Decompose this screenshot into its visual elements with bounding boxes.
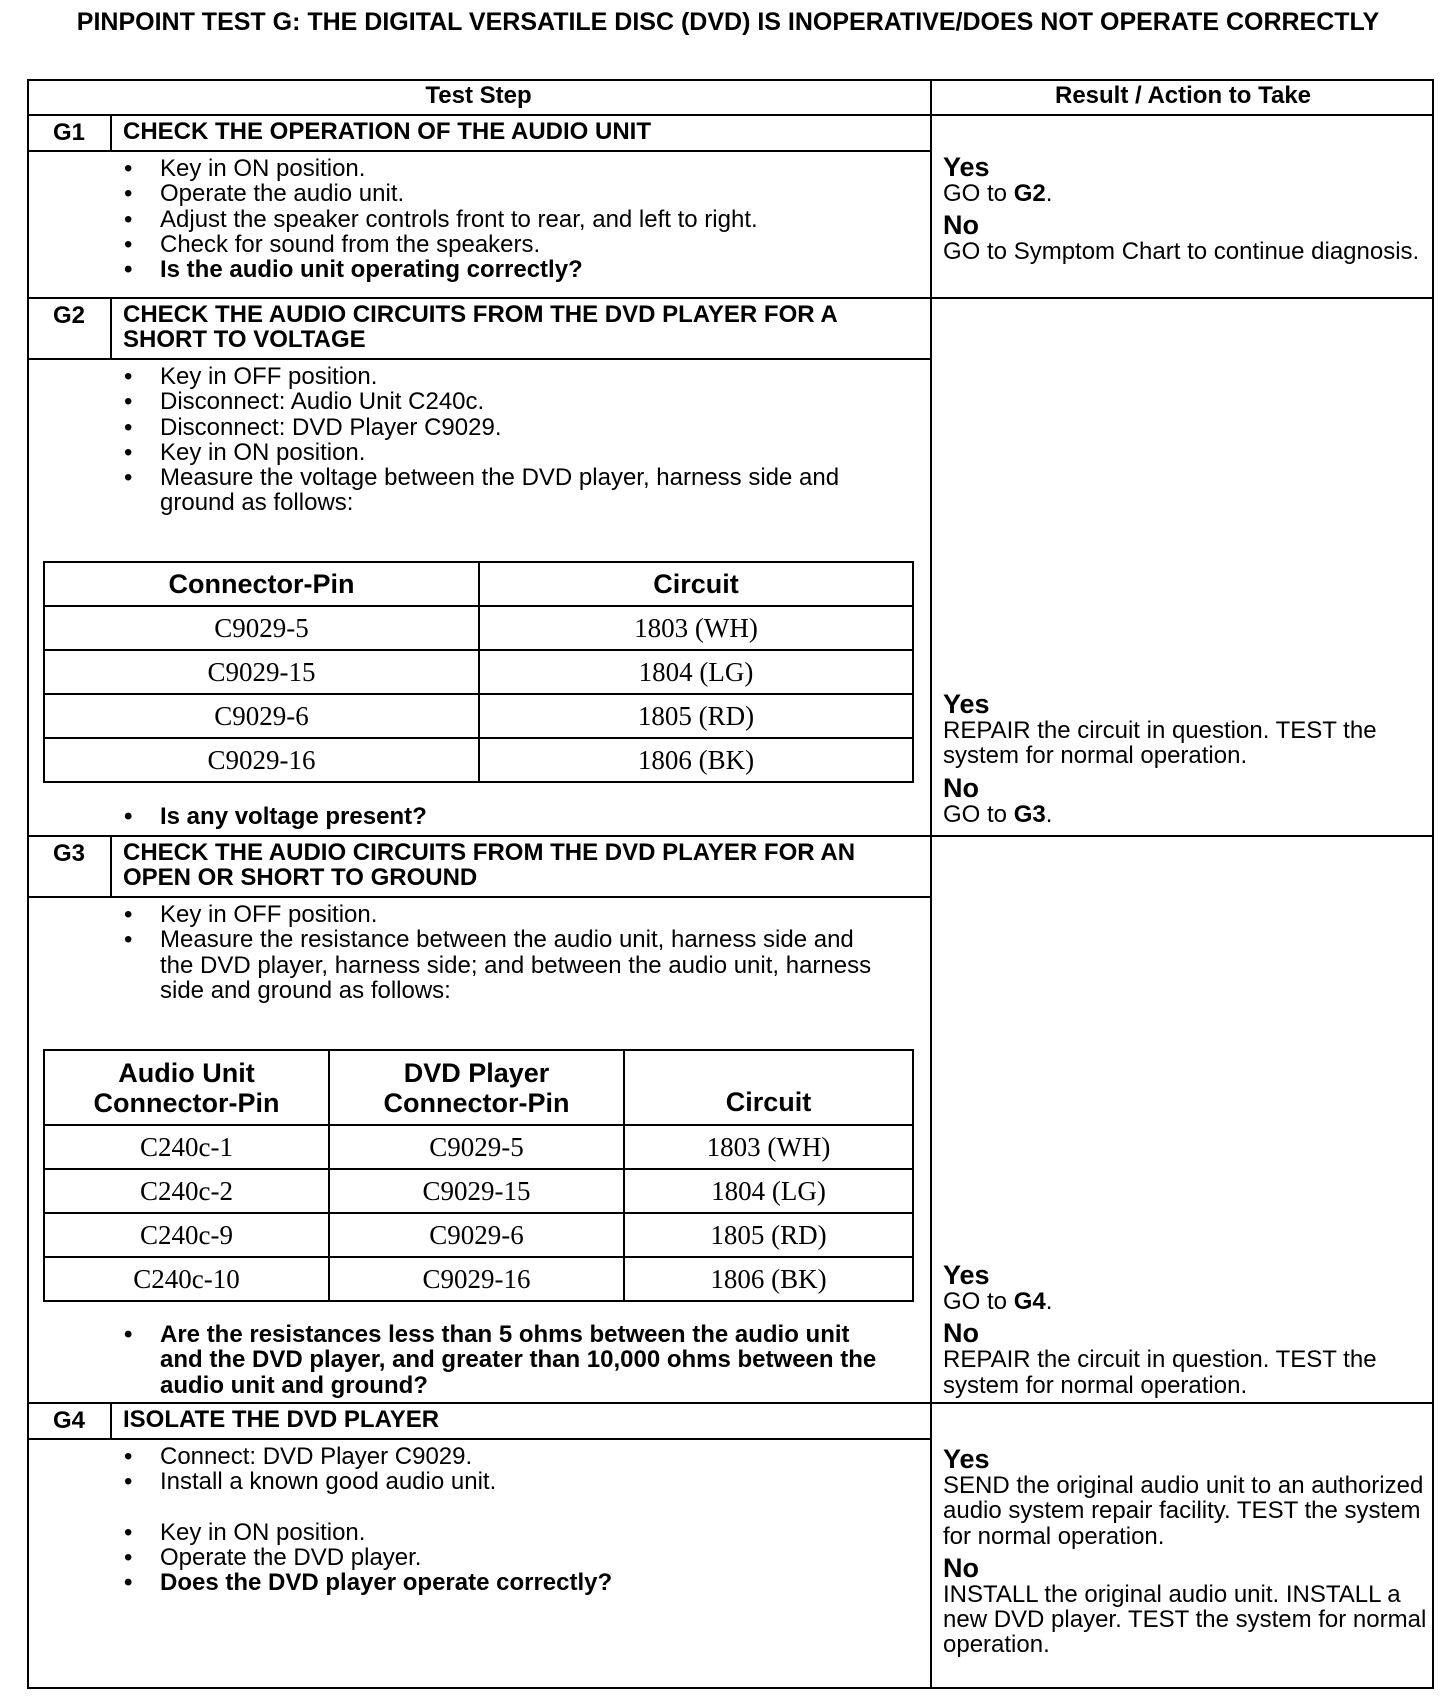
no-label: No <box>943 210 979 241</box>
step-id-divider <box>110 1402 112 1439</box>
column-header: Circuit <box>479 562 913 606</box>
table-cell: 1806 (BK) <box>624 1257 913 1301</box>
step-id: G2 <box>52 302 85 329</box>
instruction-item: • Key in OFF position. <box>124 902 884 927</box>
step-instructions <box>124 364 914 516</box>
step-id: G4 <box>52 1407 85 1434</box>
table-cell: C9029-5 <box>44 606 479 650</box>
yes-action: REPAIR the circuit in question. TEST the system for normal operation. <box>943 717 1377 770</box>
instruction-item: • Operate the DVD player. <box>124 1545 914 1570</box>
table-row <box>44 1125 913 1169</box>
step-id: G3 <box>52 840 85 867</box>
yes-action: GO to G4. <box>943 1288 1053 1315</box>
step-title: CHECK THE AUDIO CIRCUITS FROM THE DVD PLAYER FOR A SHORT TO VOLTAGE <box>123 301 837 353</box>
table-cell: 1805 (RD) <box>479 694 913 738</box>
step-title: CHECK THE AUDIO CIRCUITS FROM THE DVD PLAYER FOR AN OPEN OR SHORT TO GROUND <box>123 839 856 891</box>
step-question: • Is any voltage present? <box>124 804 914 829</box>
table-row <box>44 1213 913 1257</box>
no-action: REPAIR the circuit in question. TEST the system for normal operation. <box>943 1346 1377 1399</box>
table-cell: C9029-6 <box>44 694 479 738</box>
step-id-divider <box>110 835 112 897</box>
step-separator <box>27 297 1434 299</box>
step-result <box>943 1446 1428 1658</box>
table-cell: 1803 (WH) <box>479 606 913 650</box>
step-separator <box>27 835 1434 837</box>
yes-label: Yes <box>943 152 990 182</box>
instruction-item: • Adjust the speaker controls front to rear, and left to right. <box>124 207 924 232</box>
result-header: Result / Action to Take <box>1054 82 1312 109</box>
instruction-item: • Measure the voltage between the DVD player, harness side and ground as follows: <box>124 465 914 516</box>
step-result <box>943 691 1428 827</box>
instruction-item: • Disconnect: DVD Player C9029. <box>124 415 914 440</box>
no-label: No <box>943 772 979 803</box>
step-instructions <box>124 902 884 1003</box>
table-cell: 1805 (RD) <box>624 1213 913 1257</box>
table-cell: C9029-16 <box>44 738 479 782</box>
table-cell: C9029-15 <box>329 1169 624 1213</box>
yes-label: Yes <box>943 689 990 719</box>
column-header: Circuit <box>624 1050 913 1125</box>
table-cell: 1804 (LG) <box>624 1169 913 1213</box>
table-cell: C9029-6 <box>329 1213 624 1257</box>
header-rule <box>27 114 1434 116</box>
step-title-rule <box>27 150 931 152</box>
test-step-header: Test Step <box>425 82 532 109</box>
yes-action: SEND the original audio unit to an authorized audio system repair facility. TEST the system for normal operation. <box>943 1472 1424 1550</box>
table-row <box>44 694 913 738</box>
step-title: CHECK THE OPERATION OF THE AUDIO UNIT <box>123 118 651 145</box>
step-question: • Does the DVD player operate correctly? <box>124 1570 914 1595</box>
table-cell: 1804 (LG) <box>479 650 913 694</box>
table-cell: C240c-10 <box>44 1257 329 1301</box>
instruction-item: • Key in ON position. <box>124 440 914 465</box>
no-label: No <box>943 1552 979 1583</box>
yes-label: Yes <box>943 1260 990 1290</box>
no-action: GO to G3. <box>943 800 1053 828</box>
table-cell: 1803 (WH) <box>624 1125 913 1169</box>
step-id: G1 <box>52 119 85 146</box>
step-result <box>943 1262 1428 1398</box>
column-header: DVD Player Connector-Pin <box>329 1050 624 1125</box>
table-row <box>44 1169 913 1213</box>
step-title-rule <box>27 1438 931 1440</box>
step-result <box>943 154 1428 265</box>
yes-label: Yes <box>943 1444 990 1474</box>
step-question: • Are the resistances less than 5 ohms between the audio unit and the DVD player, and greater than 10,000 ohms between the audio unit and ground? <box>124 1322 884 1398</box>
column-divider <box>930 79 932 1689</box>
step-id-divider <box>110 297 112 359</box>
step-id-divider <box>110 114 112 151</box>
instruction-item: • Connect: DVD Player C9029. <box>124 1444 914 1469</box>
no-label: No <box>943 1318 979 1349</box>
step-separator <box>27 1402 1434 1404</box>
step-instructions <box>124 1444 914 1595</box>
no-action: GO to Symptom Chart to continue diagnosis. <box>943 238 1420 266</box>
step-question-block <box>124 804 914 829</box>
no-action: INSTALL the original audio unit. INSTALL a new DVD player. TEST the system for normal operation. <box>943 1580 1427 1659</box>
table-row <box>44 738 913 782</box>
instruction-item: • Key in ON position. <box>124 1520 914 1545</box>
table-cell: 1806 (BK) <box>479 738 913 782</box>
instruction-item: • Check for sound from the speakers. <box>124 232 924 257</box>
table-row <box>44 650 913 694</box>
instruction-item: • Install a known good audio unit. <box>124 1469 914 1494</box>
step-title-rule <box>27 896 931 898</box>
table-cell: C9029-16 <box>329 1257 624 1301</box>
resistance-measurement-table <box>43 1049 914 1302</box>
voltage-measurement-table <box>43 561 914 783</box>
instruction-item: • Key in OFF position. <box>124 364 914 389</box>
table-cell: C240c-2 <box>44 1169 329 1213</box>
step-title: ISOLATE THE DVD PLAYER <box>123 1406 440 1433</box>
table-cell: C9029-15 <box>44 650 479 694</box>
column-header: Connector-Pin <box>44 562 479 606</box>
instruction-item: • Disconnect: Audio Unit C240c. <box>124 389 914 414</box>
yes-action: GO to G2. <box>943 180 1053 207</box>
table-cell: C240c-9 <box>44 1213 329 1257</box>
instruction-item: • Key in ON position. <box>124 156 924 181</box>
instruction-item: • Operate the audio unit. <box>124 181 924 206</box>
table-row <box>44 606 913 650</box>
page-title: PINPOINT TEST G: THE DIGITAL VERSATILE DISC (DVD) IS INOPERATIVE/DOES NOT OPERATE CORRECTLY <box>76 8 1380 36</box>
step-question-block <box>124 1322 884 1398</box>
instruction-item: • Measure the resistance between the audio unit, harness side and the DVD player, harness side; and between the audio unit, harness side and ground as follows: <box>124 927 884 1003</box>
step-title-rule <box>27 358 931 360</box>
table-cell: C9029-5 <box>329 1125 624 1169</box>
column-header: Audio Unit Connector-Pin <box>44 1050 329 1125</box>
table-cell: C240c-1 <box>44 1125 329 1169</box>
table-row <box>44 1257 913 1301</box>
step-question: • Is the audio unit operating correctly? <box>124 257 924 282</box>
step-instructions <box>124 156 924 282</box>
